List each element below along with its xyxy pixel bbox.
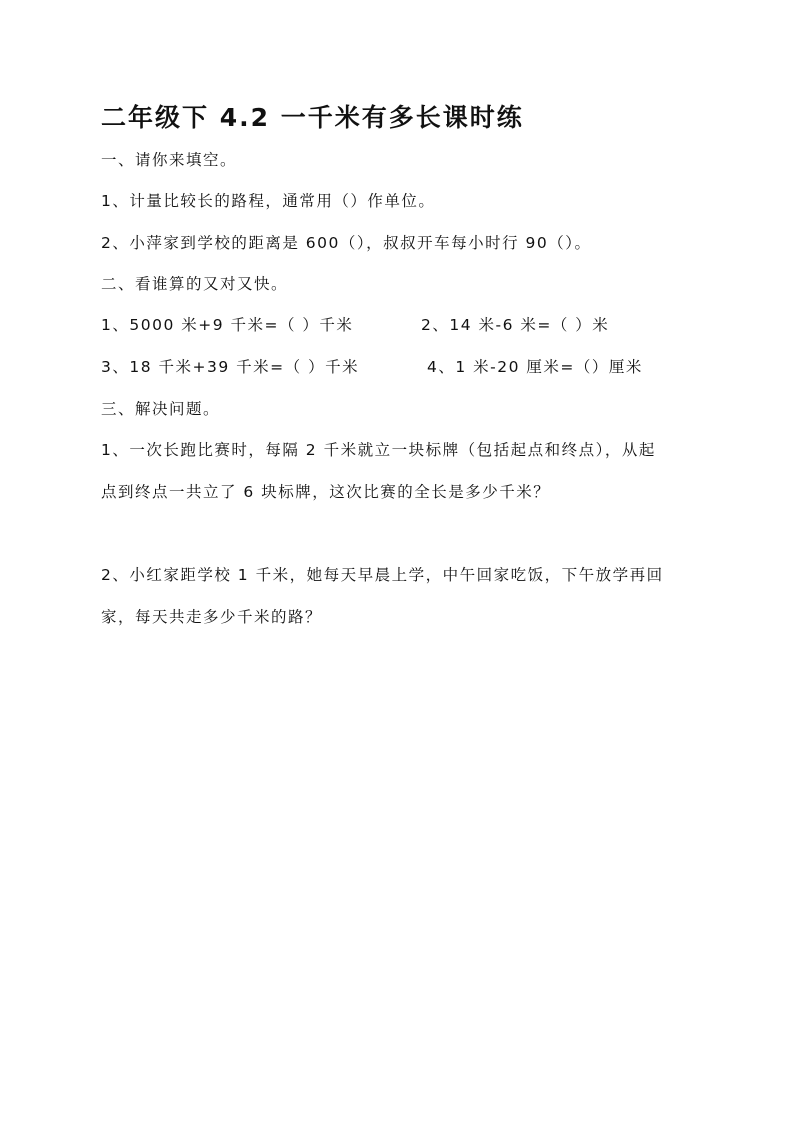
section2-question-2: 2、14 米-6 米=（ ）米 xyxy=(421,316,610,334)
section3-question-2-line-1: 2、小红家距学校 1 千米，她每天早晨上学，中午回家吃饭，下午放学再回 xyxy=(101,566,664,584)
section3-question-1-line-1: 1、一次长跑比赛时，每隔 2 千米就立一块标牌（包括起点和终点），从起 xyxy=(101,441,656,459)
section1-question-2: 2、小萍家到学校的距离是 600（），叔叔开车每小时行 90（）。 xyxy=(101,234,592,252)
section2-question-1: 1、5000 米+9 千米=（ ）千米 xyxy=(101,316,354,334)
section2-question-4: 4、1 米-20 厘米=（）厘米 xyxy=(427,358,643,376)
section2-question-3: 3、18 千米+39 千米=（ ）千米 xyxy=(101,358,360,376)
section1-heading: 一、请你来填空。 xyxy=(101,151,238,169)
section1-question-1: 1、计量比较长的路程，通常用（）作单位。 xyxy=(101,192,436,210)
section3-heading: 三、解决问题。 xyxy=(101,400,221,418)
section3-question-1-line-2: 点到终点一共立了 6 块标牌，这次比赛的全长是多少千米？ xyxy=(101,483,551,501)
section3-question-2-line-2: 家，每天共走多少千米的路？ xyxy=(101,608,323,626)
section2-heading: 二、看谁算的又对又快。 xyxy=(101,275,289,293)
page-title: 二年级下 4.2 一千米有多长课时练 xyxy=(101,103,524,132)
